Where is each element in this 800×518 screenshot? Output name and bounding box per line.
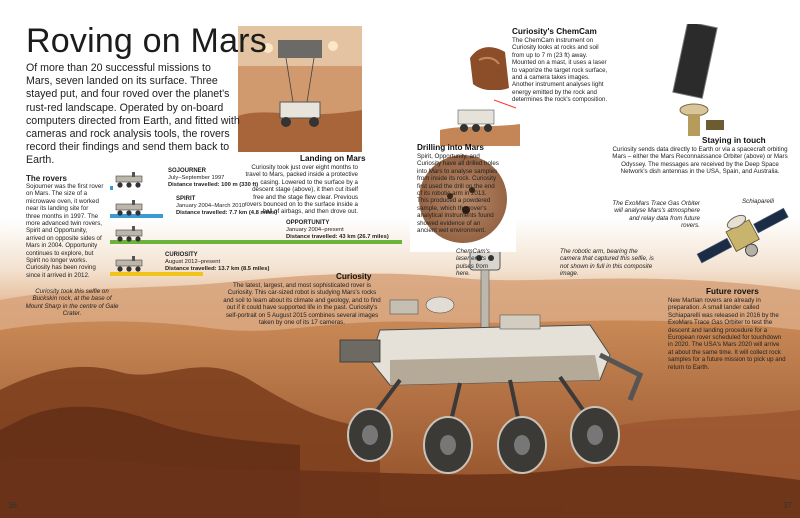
rover-distance: Distance travelled: 13.7 km (8.5 miles) (165, 266, 270, 272)
future-heading: Future rovers (706, 287, 759, 296)
mars-reconnaissance-orbiter-image (658, 24, 738, 148)
rover-name: CURIOSITY (165, 252, 198, 258)
selfie-caption: Curiosity took this selfie on Buckskin rock, at the base of Mount Sharp in the centre of Gale Crater. (25, 288, 119, 318)
rover-dates: January 2004–March 2010 (176, 203, 245, 209)
future-text: New Martian rovers are already in preparation. A small lander called Schiaparelli was released in 2016 by the ExoMars Trace Gas Orbiter to test the descent and landing procedure for a European rover scheduled for touchdown in 2020. The USA's Mars 2020 will arrive at about the same time. It will collect rock samples for a future mission to pick up and return to Earth. (668, 297, 786, 371)
robotic-arm-caption: The robotic arm, bearing the camera that captured this selfie, is not shown in full in this composite image. (560, 248, 654, 278)
distance-bar-opportunity (110, 240, 402, 244)
exomars-caption: The ExoMars Trace Gas Orbiter will analyse Mars's atmosphere and relay data from future rovers. (612, 200, 700, 230)
rovers-heading: The rovers (26, 174, 67, 183)
schiaparelli-label: Schiaparelli (742, 198, 774, 205)
rover-icon (112, 172, 152, 188)
intro-paragraph: Of more than 20 successful missions to Mars, seven landed on its surface. Three stayed put, and four roved over the planet's rust-red landscape. Operated by on-board computers directed from Earth, and fitted with cameras and rock analysis tools, the rovers record their findings and send them back to Earth. (26, 62, 240, 167)
rover-name: SOJOURNER (168, 168, 207, 174)
rover-entry-opportunity (286, 220, 389, 241)
staying-text: Curiosity sends data directly to Earth or via a spacecraft orbiting Mars – either the Mars Reconnaissance Orbiter (above) or Mars Odyssey. The messages are received by the Deep Space Network's dish antennas in the USA, Spain, and Australia. (612, 146, 788, 176)
curiosity-rover-image (330, 245, 660, 485)
rover-name: SPIRIT (176, 196, 196, 202)
rover-dates: January 2004–present (286, 227, 344, 233)
page-number-right: 37 (783, 501, 792, 510)
chemcam-target-rock-image (465, 38, 511, 96)
page-title: Roving on Mars (26, 22, 267, 60)
exomars-trace-gas-orbiter-image (692, 196, 796, 276)
rover-distance: Distance travelled: 43 km (26.7 miles) (286, 234, 389, 240)
rovers-text: Sojourner was the first rover on Mars. The size of a microwave oven, it worked near its landing site for three months in 1997. The more advanced twin rovers, Spirit and Opportunity, arrived on opposite sides of Mars in 2004. Opportunity continues to explore, but Spirit no longer works. Curiosity has been roving since it arrived in 2012. (26, 183, 104, 279)
rover-distance: Distance travelled: 100 m (330 ft) (168, 182, 259, 188)
chemcam-heading: Curiosity's ChemCam (512, 27, 597, 36)
rover-dates: August 2012–present (165, 259, 221, 265)
rover-icon (112, 200, 152, 216)
curiosity-heading: Curiosity (336, 272, 372, 281)
rover-distance: Distance travelled: 7.7 km (4.8 miles) (176, 210, 278, 216)
chemcam-laser-caption: ChemCam's laser emits pulses from here. (456, 248, 490, 278)
drilling-heading: Drilling into Mars (417, 143, 484, 152)
rover-icon (112, 226, 152, 242)
rover-icon (112, 256, 152, 272)
chemcam-text: The ChemCam instrument on Curiosity looks at rocks and soil from up to 7 m (23 ft) away. Mounted on a mast, it uses a laser to vaporize the target rock surface, and a camera takes images. Another instrument analyses light energy emitted by the rock and determines the rock's composition. (512, 37, 608, 104)
curiosity-text: The latest, largest, and most sophisticated rover is Curiosity. This car-sized robot is studying Mars's rocks and soil to learn about its climate and geology, and to find out if it could have supported life in the past. Curiosity's self-portrait on 5 August 2015 combines several images taken by one of its 17 cameras. (223, 282, 381, 327)
rover-name: OPPORTUNITY (286, 220, 330, 226)
page-number-left: 36 (8, 501, 17, 510)
rover-entry-curiosity (165, 252, 269, 273)
landing-heading: Landing on Mars (300, 154, 366, 163)
chemcam-laser-rover-image (440, 90, 520, 146)
staying-heading: Staying in touch (702, 136, 766, 145)
landing-text: Curiosity took just over eight months to travel to Mars, packed inside a protective casing. Lowered to the surface by a descent stage (above), it then cut itself free and the stage flew clear. Previous rovers bounced on to the surface inside a ball of airbags, and then drove out. (244, 164, 358, 216)
rover-dates: July–September 1997 (168, 175, 225, 181)
drilling-text: Spirit, Opportunity, and Curiosity have all drilled holes into Mars to analyse samples from inside its rock. Curiosity first used the drill on the end of its robotic arm in 2013. This produced a powdered sample, which the rover's analytical instruments found showed evidence of an ancient wet environment. (417, 153, 499, 235)
distance-bar-curiosity (110, 272, 203, 276)
